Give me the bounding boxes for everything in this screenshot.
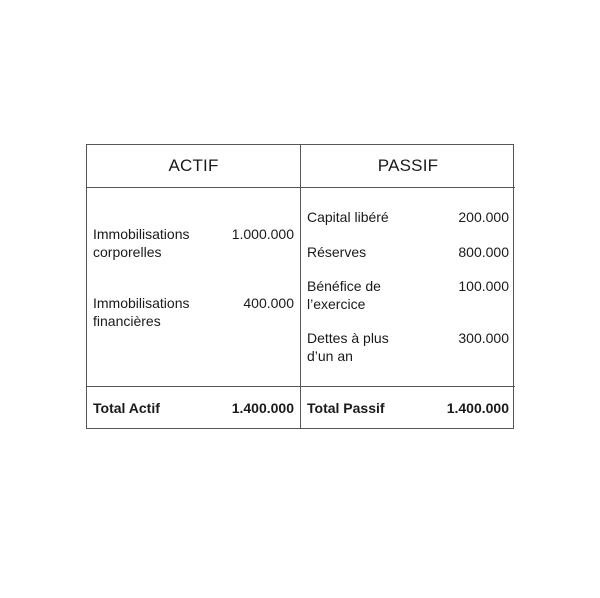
passif-item-label: Capital libéré xyxy=(307,209,389,225)
passif-item-label: Réserves xyxy=(307,244,367,260)
passif-item-amount: 200.000 xyxy=(458,209,509,225)
passif-item-amount: 300.000 xyxy=(458,330,509,346)
actif-item-label: Immobilisations financières xyxy=(93,295,190,329)
passif-item xyxy=(307,277,509,313)
actif-total-amount: 1.400.000 xyxy=(231,400,294,416)
passif-header xyxy=(301,145,515,188)
passif-item xyxy=(307,208,509,226)
balance-sheet xyxy=(86,144,514,429)
actif-title: ACTIF xyxy=(168,156,219,175)
actif-total-row xyxy=(87,386,301,429)
passif-item xyxy=(307,329,509,365)
actif-header xyxy=(87,145,301,188)
actif-item-amount: 1.000.000 xyxy=(231,226,294,242)
passif-item-amount: 100.000 xyxy=(458,278,509,294)
passif-total-row xyxy=(301,386,515,429)
passif-item-label: Bénéfice de l’exercice xyxy=(307,278,381,312)
actif-item-label: Immobilisations corporelles xyxy=(93,226,190,260)
passif-total-label: Total Passif xyxy=(307,400,385,416)
passif-total-amount: 1.400.000 xyxy=(446,400,509,416)
passif-item-amount: 800.000 xyxy=(458,244,509,260)
actif-items xyxy=(87,188,301,386)
passif-item-label: Dettes à plus d’un an xyxy=(307,330,389,364)
actif-total-label: Total Actif xyxy=(93,400,160,416)
passif-title: PASSIF xyxy=(377,156,439,175)
passif-items xyxy=(301,188,515,386)
actif-item xyxy=(93,294,294,330)
actif-item-amount: 400.000 xyxy=(243,295,294,311)
actif-item xyxy=(93,225,294,261)
passif-item xyxy=(307,243,509,261)
